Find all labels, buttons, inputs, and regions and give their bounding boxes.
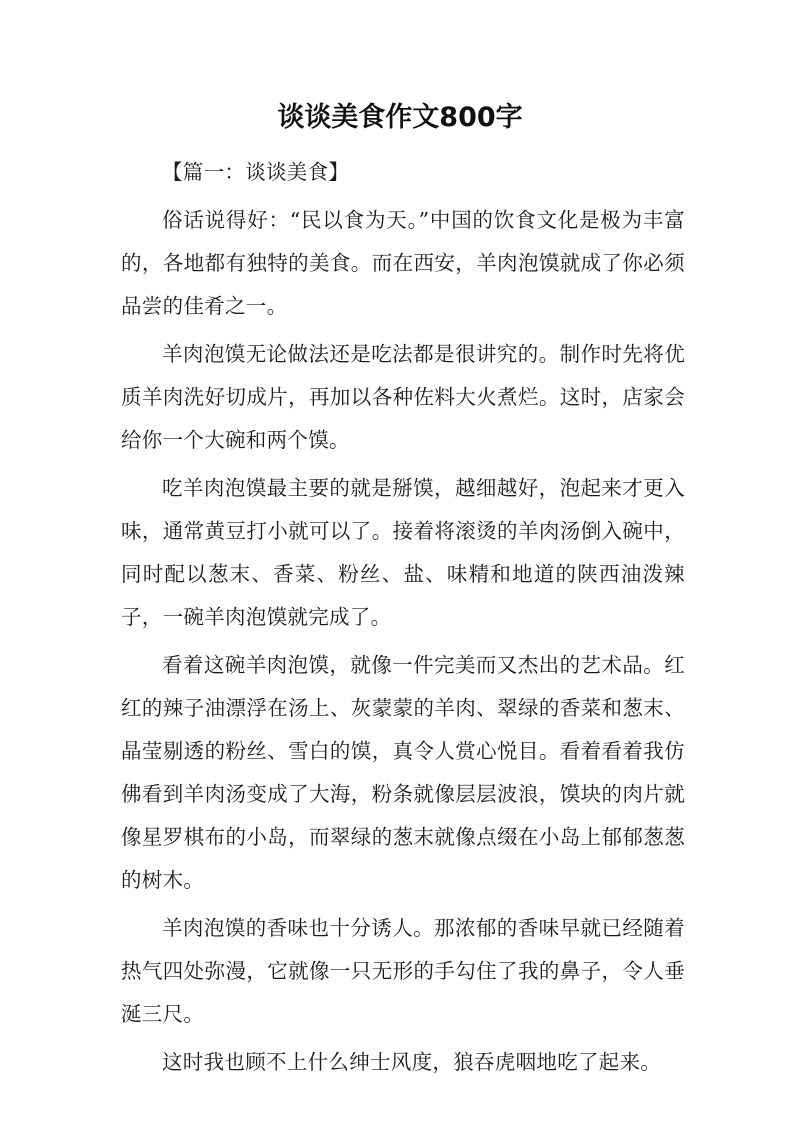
paragraph: 羊肉泡馍的香味也十分诱人。那浓郁的香味早就已经随着热气四处弥漫，它就像一只无形的手勾住了我的鼻子，令人垂涎三尺。 xyxy=(121,916,685,1026)
document-body xyxy=(121,151,685,1089)
paragraph: 这时我也顾不上什么绅士风度，狼吞虎咽地吃了起来。 xyxy=(162,1050,662,1074)
paragraph: 吃羊肉泡馍最主要的就是掰馍，越细越好，泡起来才更入味，通常黄豆打小就可以了。接着将滚烫的羊肉汤倒入碗中，同时配以葱末、香菜、粉丝、盐、味精和地道的陕西油泼辣子，一碗羊肉泡馍就完成了。 xyxy=(121,476,685,629)
document-title: 谈谈美食作文800字 xyxy=(277,102,523,133)
paragraph: 羊肉泡馍无论做法还是吃法都是很讲究的。制作时先将优质羊肉洗好切成片，再加以各种佐料大火煮烂。这时，店家会给你一个大碗和两个馍。 xyxy=(121,342,685,452)
section-heading: 【篇一：谈谈美食】 xyxy=(162,160,350,184)
paragraph: 俗话说得好：“民以食为天。”中国的饮食文化是极为丰富的，各地都有独特的美食。而在西安，羊肉泡馍就成了你必须品尝的佳肴之一。 xyxy=(121,208,685,318)
paragraph: 看着这碗羊肉泡馍，就像一件完美而又杰出的艺术品。红红的辣子油漂浮在汤上、灰蒙蒙的羊肉、翠绿的香菜和葱末、晶莹剔透的粉丝、雪白的馍，真令人赏心悦目。看着看着我仿佛看到羊肉汤变成了大海，粉条就像层层波浪，馍块的肉片就像星罗棋布的小岛，而翠绿的葱末就像点缀在小岛上郁郁葱葱的树木。 xyxy=(121,653,685,892)
